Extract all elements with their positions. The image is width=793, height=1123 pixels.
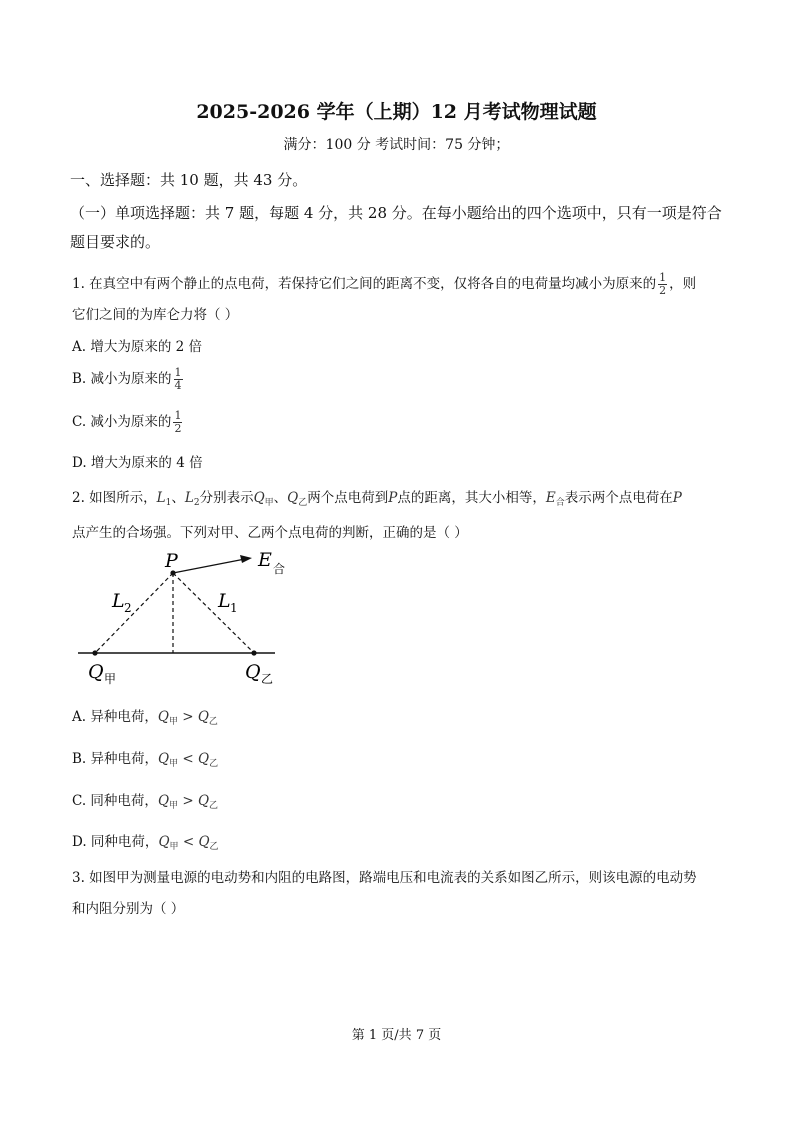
charge-jia-dot (92, 650, 97, 655)
question-2-line-2: 点产生的合场强。下列对甲、乙两个点电荷的判断，正确的是（ ） (72, 525, 468, 541)
question-1-line-2: 它们之间的为库仑力将（ ） (72, 307, 239, 323)
subsection-instructions: （一）单项选择题：共 7 题，每题 4 分，共 28 分。在每小题给出的四个选项中，只有一项是符合题目要求的。 (70, 204, 722, 251)
question-3-line-1: 3. 如图甲为测量电源的电动势和内阻的电路图，路端电压和电流表的关系如图乙所示，则该电源的电动势 (72, 870, 697, 886)
label-e-sub: 合 (273, 562, 286, 576)
section-heading: 一、选择题：共 10 题，共 43 分。 (70, 171, 308, 189)
field-arrowhead (240, 555, 252, 563)
label-l1-sub: 1 (230, 601, 238, 615)
q2-option-a: A. 异种电荷，$Q_甲 > Q_乙$ (72, 709, 218, 727)
label-q-jia-sub: 甲 (104, 672, 117, 686)
question-2-line-1: 2. 如图所示，$L_1$、$L_2$分别表示$Q_甲$、$Q_乙$两个点电荷到P点的距离，其大小相等，$E_合$表示两个点电荷在P (72, 490, 682, 508)
q2-option-b: B. 异种电荷，$Q_甲 < Q_乙$ (72, 751, 219, 769)
q1-option-c: C. 减小为原来的 $\frac{1}{2}$ (72, 409, 182, 435)
page-number: 第 1 页/共 7 页 (351, 1028, 442, 1043)
q1-option-a: A. 增大为原来的 2 倍 (72, 339, 203, 355)
q1-option-d: D. 增大为原来的 4 倍 (72, 455, 203, 471)
question-3-line-2: 和内阻分别为（ ） (72, 901, 185, 917)
label-l2: L (112, 590, 125, 612)
label-l2-sub: 2 (124, 601, 132, 615)
q2-option-d: D. 同种电荷，$Q_甲 < Q_乙$ (72, 834, 219, 852)
charge-yi-dot (251, 650, 256, 655)
question-1-text: 1. 在真空中有两个静止的点电荷，若保持它们之间的距离不变，仅将各自的电荷量均减小为原来的 (72, 276, 657, 292)
label-e: E (258, 549, 272, 571)
question-1-line-1: 1. 在真空中有两个静止的点电荷，若保持它们之间的距离不变，仅将各自的电荷量均减小为原来的 $\frac{1}{2}$ ，则 (72, 271, 697, 297)
q2-charge-diagram (70, 545, 300, 690)
label-q-yi-sub: 乙 (261, 672, 274, 686)
label-q-yi: Q (245, 661, 261, 683)
label-l1: L (218, 590, 231, 612)
label-q-jia: Q (88, 661, 104, 683)
exam-info: 满分：100 分 考试时间：75 分钟； (283, 137, 510, 153)
line-l2 (95, 573, 173, 653)
field-vector (173, 559, 245, 573)
page-title: 2025-2026 学年（上期）12 月考试物理试题 (196, 101, 597, 123)
line-l1 (173, 573, 254, 653)
fraction-one-half: $\frac{1}{2}$ (659, 271, 667, 297)
q1-option-b: B. 减小为原来的 $\frac{1}{4}$ (72, 366, 182, 392)
fraction-one-quarter: $\frac{1}{4}$ (174, 366, 182, 392)
q2-option-c: C. 同种电荷，$Q_甲 > Q_乙$ (72, 793, 219, 811)
label-p: P (165, 550, 178, 572)
fraction-one-half: $\frac{1}{2}$ (174, 409, 182, 435)
